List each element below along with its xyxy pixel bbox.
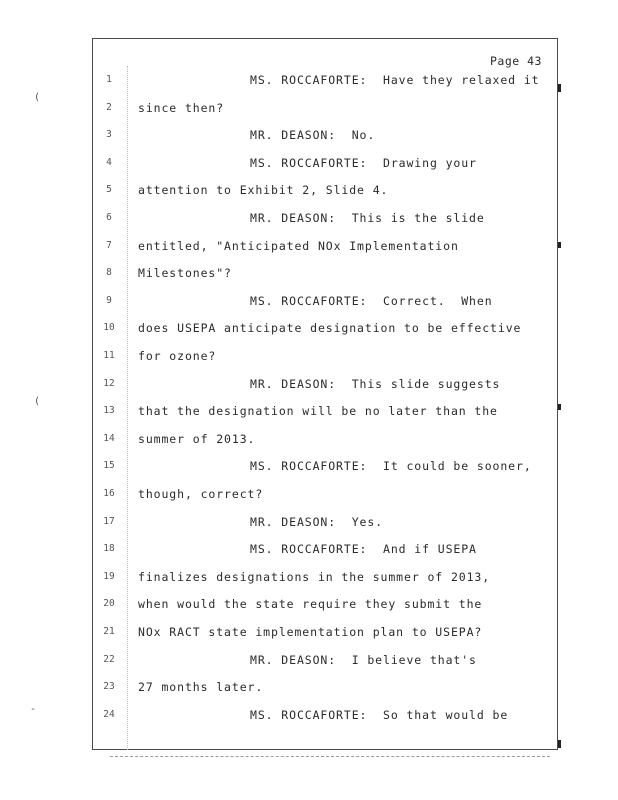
line-text: finalizes designations in the summer of 2013,: [138, 569, 491, 584]
scan-mark: (: [34, 396, 41, 407]
transcript-line: [0, 571, 618, 589]
line-text: MS. ROCCAFORTE: And if USEPA: [250, 542, 477, 557]
line-text: Milestones"?: [138, 266, 232, 281]
line-text: though, correct?: [138, 487, 264, 501]
scan-mark: -: [30, 704, 37, 715]
line-text: MR. DEASON: This is the slide: [250, 211, 485, 225]
transcript-line: [0, 212, 618, 230]
transcript-line: [0, 654, 618, 672]
line-text: MR. DEASON: This slide suggests: [250, 376, 501, 391]
line-number: 16: [103, 488, 115, 499]
line-text: for ozone?: [138, 349, 217, 363]
line-number: 10: [103, 322, 115, 334]
line-text: 27 months later.: [138, 680, 264, 695]
transcript-line: [0, 102, 618, 120]
line-text: attention to Exhibit 2, Slide 4.: [138, 183, 389, 198]
line-number: 3: [106, 129, 112, 141]
line-text: entitled, "Anticipated NOx Implementation: [138, 238, 459, 253]
transcript-line: [0, 488, 618, 506]
line-text: that the designation will be no later than the: [138, 404, 498, 419]
transcript-line: [0, 543, 618, 561]
transcript-line: [0, 267, 618, 285]
line-text: MS. ROCCAFORTE: Have they relaxed it: [250, 73, 540, 87]
line-number: 22: [103, 653, 115, 665]
line-number: 5: [106, 184, 112, 196]
transcript-line: [0, 74, 618, 92]
line-text: MS. ROCCAFORTE: It could be sooner,: [250, 459, 532, 474]
line-text: MS. ROCCAFORTE: Correct. When: [250, 293, 493, 308]
transcript-line: [0, 516, 618, 534]
transcript-line: [0, 129, 618, 147]
line-text: does USEPA anticipate designation to be effective: [138, 321, 522, 336]
transcript-line: [0, 681, 618, 699]
line-number: 4: [106, 156, 112, 168]
line-text: MR. DEASON: No.: [250, 128, 376, 143]
line-text: when would the state require they submit the: [138, 597, 483, 612]
line-number: 1: [106, 74, 112, 85]
line-text: MS. ROCCAFORTE: Drawing your: [250, 155, 477, 170]
transcript-line: [0, 322, 618, 340]
line-number: 6: [106, 212, 112, 223]
line-number: 12: [103, 377, 115, 389]
line-number: 18: [103, 543, 115, 555]
scan-mark: [558, 84, 561, 92]
scan-bottom-noise: [110, 756, 550, 760]
transcript-line: [0, 598, 618, 616]
page-number: Page 43: [490, 54, 542, 68]
line-text: NOx RACT state implementation plan to USEPA?: [138, 625, 483, 639]
line-number: 24: [103, 708, 115, 720]
transcript-line: [0, 378, 618, 396]
line-number: 11: [103, 350, 115, 361]
transcript-line: [0, 460, 618, 478]
line-text: MS. ROCCAFORTE: So that would be: [250, 707, 509, 722]
line-number: 13: [103, 405, 115, 417]
transcript-line: [0, 295, 618, 313]
line-number: 8: [106, 267, 112, 279]
line-number: 20: [103, 598, 115, 610]
line-text: MR. DEASON: I believe that's: [250, 652, 477, 667]
line-number: 21: [103, 626, 115, 637]
line-number: 15: [103, 460, 115, 472]
line-text: summer of 2013.: [138, 431, 256, 446]
line-number: 19: [103, 570, 115, 582]
line-number: 17: [103, 515, 115, 527]
line-number: 9: [106, 294, 112, 306]
transcript-line: [0, 184, 618, 202]
line-number: 7: [106, 239, 112, 251]
transcript-line: [0, 709, 618, 727]
scan-mark: [558, 404, 561, 410]
line-text: MR. DEASON: Yes.: [250, 514, 384, 529]
transcript-line: [0, 405, 618, 423]
line-number: 23: [103, 681, 115, 693]
transcript-line: [0, 240, 618, 258]
line-number: 14: [103, 432, 115, 444]
line-text: since then?: [138, 100, 225, 115]
transcript-line: [0, 350, 618, 368]
transcript-line: [0, 626, 618, 644]
scan-mark: (: [34, 92, 41, 103]
scan-mark: [558, 740, 561, 748]
scan-mark: [558, 242, 561, 248]
transcript-line: [0, 433, 618, 451]
transcript-line: [0, 157, 618, 175]
line-number: 2: [106, 101, 112, 113]
